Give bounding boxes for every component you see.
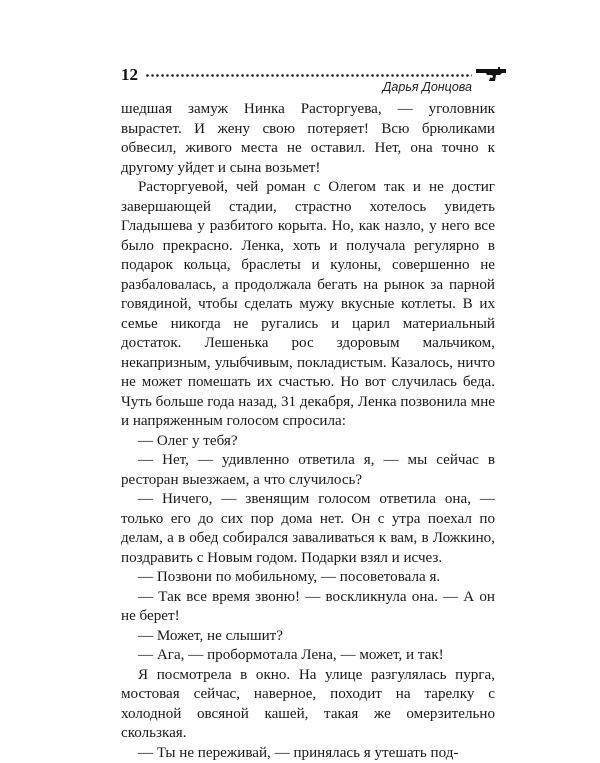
dialogue-line: — Ага, — пробормотала Лена, — может, и так! [121,646,495,666]
body-text [121,100,495,763]
running-header [121,62,508,92]
dialogue-line: — Ты не переживай, — принялась я утешать под- [121,744,495,763]
dialogue-line: — Ничего, — звенящим голосом ответила она, — только его до сих пор дома нет. Он с утра поехал по делам, а в обед собирался заваливаться к вам, в Ложкино, поздравить с Новым годом. Подарки взял и исчез. [121,490,495,568]
paragraph: Расторгуевой, чей роман с Олегом так и не достиг завершающей стадии, страстно хотелось увидеть Гладышева у разбитого корыта. Но, как назло, у него все было прекрасно. Ленка, хоть и получала регулярно в подарок кольца, браслеты и кулоны, совершенно не разбаловалась, а продолжала бегать на рынок за парной говядиной, чтобы сделать мужу вкусные котлеты. В их семье никогда не ругались и царил материальный достаток. Лешенька рос здоровым мальчиком, некапризным, улыбчивым, покладистым. Казалось, ничто не может помешать их счастью. Но вот случилась беда. Чуть больше года назад, 31 декабря, Ленка позвонила мне и напряженным голосом спросила: [121,178,495,432]
dialogue-line: — Олег у тебя? [121,432,495,452]
page-number: 12 [121,66,138,84]
dialogue-line: — Может, не слышит? [121,627,495,647]
dialogue-line: — Позвони по мобильному, — посоветовала я. [121,568,495,588]
dialogue-line: — Так все время звоню! — воскликнула она. — А он не берет! [121,588,495,627]
paragraph: Я посмотрела в окно. На улице разгулялась пурга, мостовая сейчас, наверное, походит на тарелку с холодной овсяной кашей, такая же омерзительно скользкая. [121,666,495,744]
dialogue-line: — Нет, — удивленно ответила я, — мы сейчас в ресторан выезжаем, а что случилось? [121,451,495,490]
dotted-leader [145,74,472,77]
paragraph-continuation: шедшая замуж Нинка Расторгуева, — уголовник вырастет. И жену свою потеряет! Всю брюликами обвесил, живого места не оставил. Нет, она точно к другому уйдет и сына возьмет! [121,100,495,178]
revolver-icon [474,65,508,83]
author-name: Дарья Донцова [383,80,472,94]
